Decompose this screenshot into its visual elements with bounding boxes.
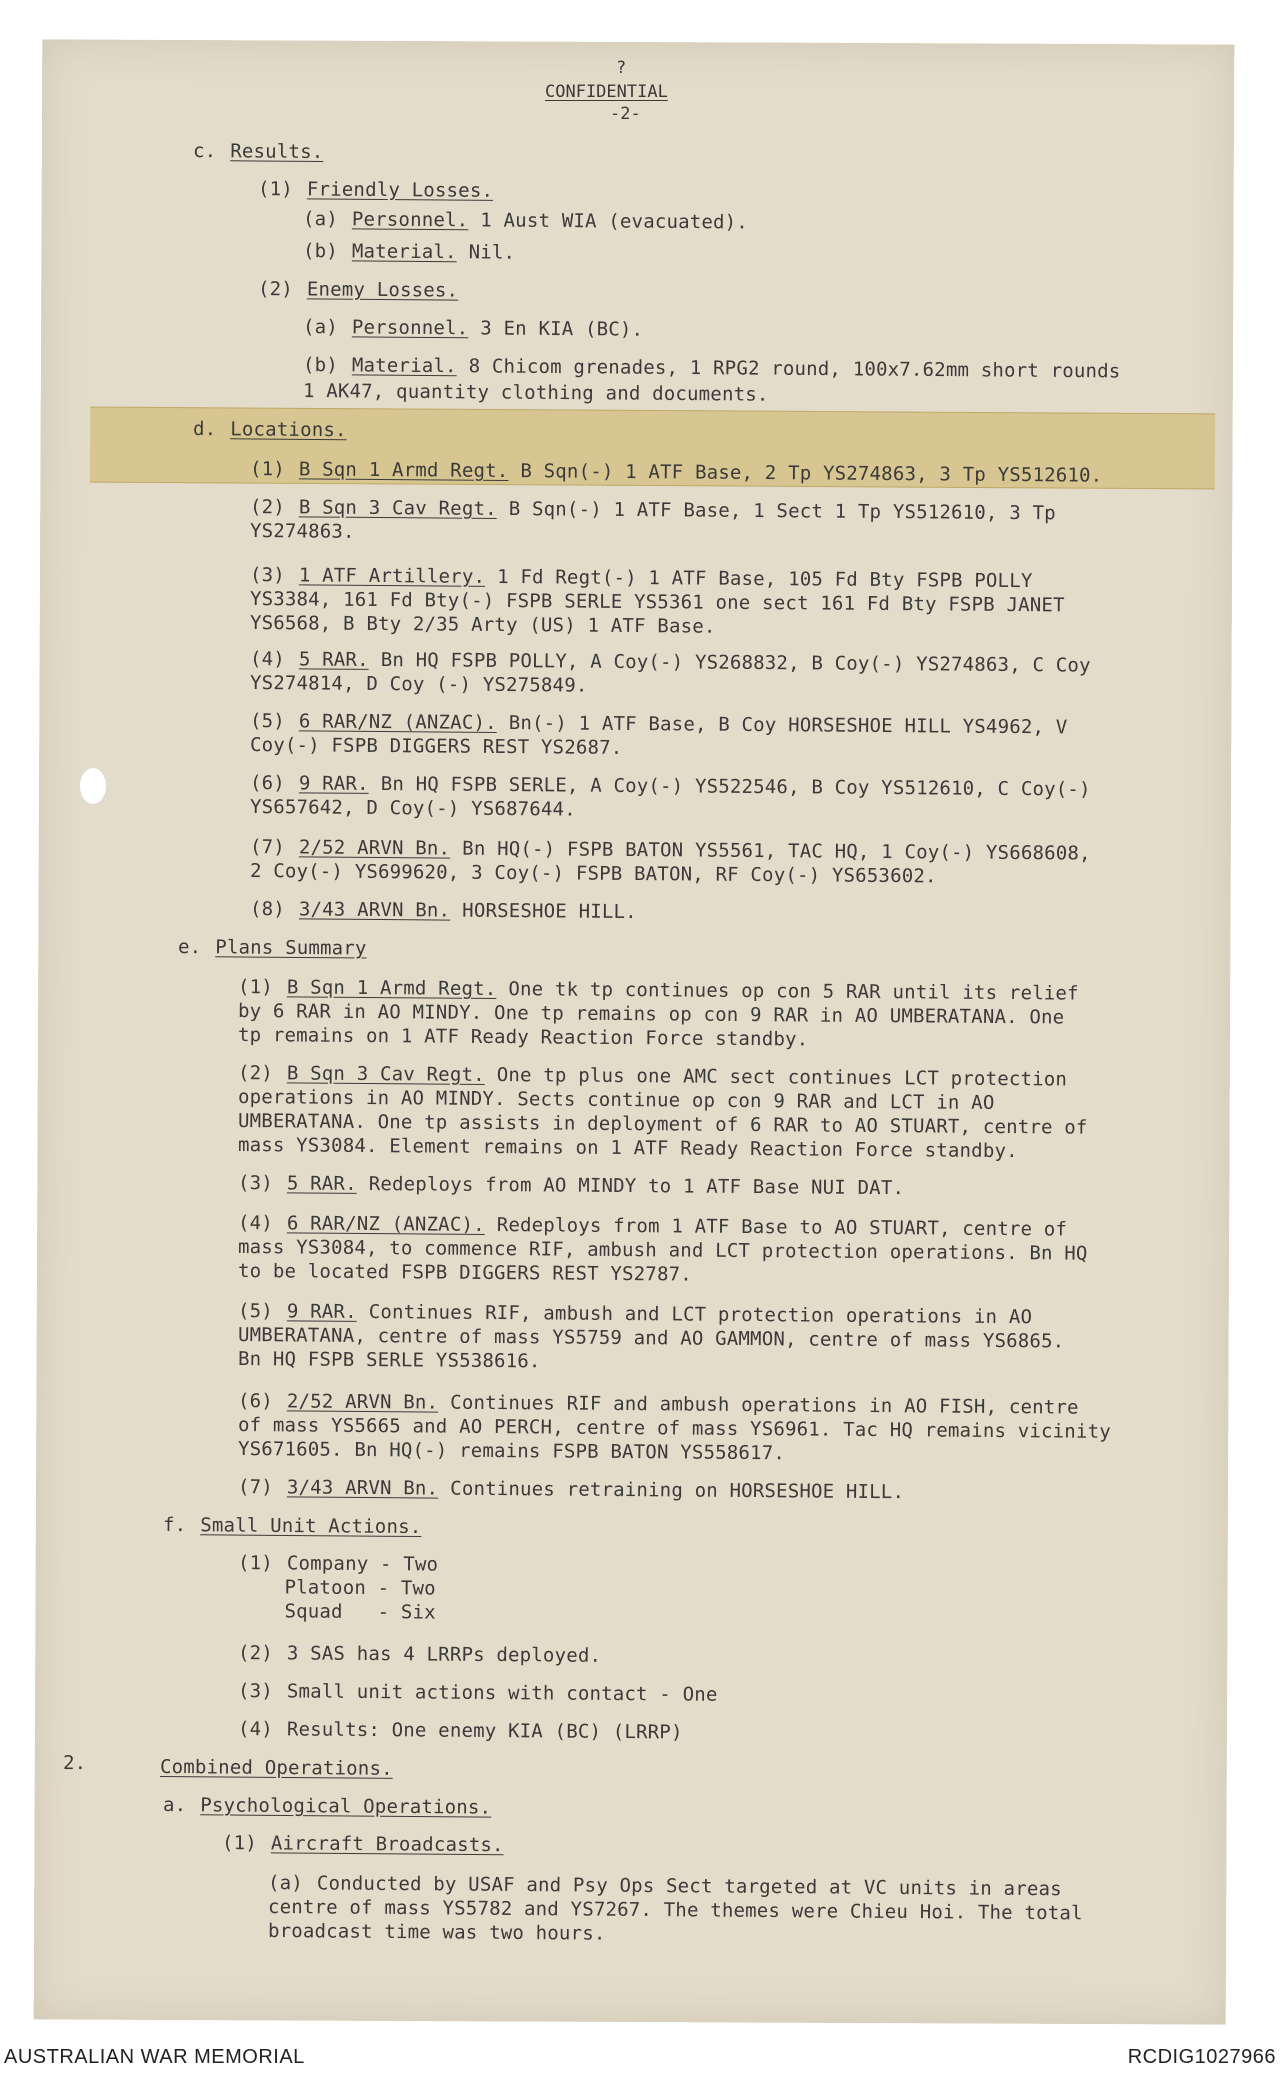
para-text: Bn HQ(-) FSPB BATON YS5561, TAC HQ, 1 Coy(-) YS668608,: [462, 837, 1091, 865]
para-heading: 3/43 ARVN Bn.: [286, 1476, 439, 1500]
para-text: 8 Chicom grenades, 1 RPG2 round, 100x7.62mm short rounds: [468, 355, 1121, 383]
para-heading: Locations.: [230, 418, 347, 442]
text-line: [250, 796, 576, 821]
para-heading: Personnel.: [351, 316, 469, 340]
para-number: (5): [237, 1300, 274, 1323]
text-line: [238, 1718, 683, 1743]
para-number: (1): [257, 178, 294, 201]
text-line: [250, 672, 588, 697]
para-text: YS6568, B Bty 2/35 Arty (US) 1 ATF Base.: [249, 612, 716, 638]
para-number: (7): [237, 1476, 274, 1499]
header-mark: ?: [616, 58, 627, 78]
para-text: B Sqn(-) 1 ATF Base, 1 Sect 1 Tp YS512610, 3 Tp: [508, 498, 1056, 525]
para-heading: Aircraft Broadcasts.: [270, 1832, 504, 1857]
para-text: Redeploys from AO MINDY to 1 ATF Base NUI DAT.: [368, 1173, 905, 1200]
para-number: (3): [237, 1680, 274, 1703]
para-heading: 1 ATF Artillery.: [298, 564, 486, 588]
para-number: (a): [302, 316, 339, 339]
text-line: [258, 178, 505, 202]
text-line: [303, 240, 515, 264]
para-text: Results: One enemy KIA (BC) (LRRP): [286, 1718, 683, 1744]
para-text: YS3384, 161 Fd Bty(-) FSPB SERLE YS5361 one sect 161 Fd Bty FSPB JANET: [249, 588, 1065, 617]
text-line: [238, 1600, 436, 1624]
para-heading: 5 RAR.: [298, 648, 369, 671]
para-number: (1): [221, 1832, 258, 1855]
para-heading: Enemy Losses.: [306, 278, 459, 302]
para-text: of mass YS5665 and AO PERCH, centre of mass YS6961. Tac HQ remains vicinity: [237, 1414, 1111, 1443]
para-text: Squad - Six: [237, 1600, 436, 1624]
para-number: e.: [177, 936, 202, 959]
para-number: (1): [237, 976, 274, 999]
para-heading: B Sqn 1 Armd Regt.: [298, 458, 509, 483]
text-line: [268, 1920, 606, 1945]
text-line: [160, 1756, 405, 1780]
footer-source: AUSTRALIAN WAR MEMORIAL: [4, 2046, 305, 2068]
para-text: 2 Coy(-) YS699620, 3 Coy(-) FSPB BATON, RF Coy(-) YS653602.: [249, 860, 937, 888]
para-number: (6): [249, 772, 286, 795]
para-number: (2): [237, 1062, 274, 1085]
text-line: [238, 1260, 692, 1286]
text-line: [250, 612, 716, 638]
para-text: HORSESHOE HILL.: [462, 899, 637, 924]
para-heading: Plans Summary: [215, 936, 367, 960]
text-line: [258, 278, 470, 302]
text-line: [193, 418, 359, 441]
para-text: 1 Fd Regt(-) 1 ATF Base, 105 Fd Bty FSPB POLLY: [497, 565, 1033, 593]
para-text: Bn HQ FSPB SERLE YS538616.: [237, 1348, 541, 1373]
para-heading: Material.: [351, 354, 457, 378]
text-line: [303, 316, 643, 341]
para-number: (2): [257, 278, 294, 301]
para-text: Continues RIF and ambush operations in AO FISH, centre: [450, 1391, 1079, 1419]
para-text: mass YS3084. Element remains on 1 ATF Ready Reaction Force standby.: [237, 1134, 1018, 1163]
para-text: UMBERATANA, centre of mass YS5759 and AO GAMMON, centre of mass YS6865.: [237, 1324, 1065, 1353]
para-number: a.: [162, 1794, 187, 1817]
para-heading: Friendly Losses.: [306, 178, 494, 202]
para-text: Conducted by USAF and Psy Ops Sect targeted at VC units in areas: [316, 1872, 1062, 1901]
para-heading: 6 RAR/NZ (ANZAC).: [286, 1212, 485, 1236]
para-text: One tp plus one AMC sect continues LCT protection: [496, 1064, 1068, 1091]
text-line: [303, 208, 748, 233]
para-number: f.: [162, 1514, 187, 1537]
para-number: (3): [237, 1172, 274, 1195]
text-line: [163, 1514, 434, 1538]
para-number: (b): [302, 240, 339, 263]
para-text: tp remains on 1 ATF Ready Reaction Force standby.: [237, 1024, 809, 1051]
para-text: UMBERATANA. One tp assists in deployment of 6 RAR to AO STUART, centre of: [237, 1110, 1088, 1139]
para-number: (a): [302, 208, 339, 231]
para-text: to be located FSPB DIGGERS REST YS2787.: [237, 1260, 692, 1286]
para-text: Small unit actions with contact - One: [286, 1680, 718, 1706]
para-number: (4): [237, 1212, 274, 1235]
para-heading: 2/52 ARVN Bn.: [298, 836, 451, 860]
text-line: [163, 1794, 503, 1819]
para-text: operations in AO MINDY. Sects continue op con 9 RAR and LCT in AO: [237, 1086, 995, 1114]
para-heading: Psychological Operations.: [200, 1794, 492, 1819]
para-number: (2): [249, 496, 286, 519]
para-number: (5): [249, 710, 286, 733]
para-text: Continues retraining on HORSESHOE HILL.: [450, 1477, 905, 1504]
para-text: Coy(-) FSPB DIGGERS REST YS2687.: [249, 734, 623, 759]
para-text: Platoon - Two: [237, 1576, 436, 1600]
para-heading: B Sqn 1 Armd Regt.: [286, 976, 497, 1001]
text-line: [238, 1680, 718, 1706]
para-text: YS671605. Bn HQ(-) remains FSPB BATON YS558617.: [237, 1438, 786, 1465]
para-text: Bn HQ FSPB SERLE, A Coy(-) YS522546, B Coy YS512610, C Coy(-): [380, 773, 1091, 801]
para-heading: 3/43 ARVN Bn.: [298, 898, 451, 922]
para-number: (6): [237, 1390, 274, 1413]
para-number: (2): [237, 1642, 274, 1665]
para-number: (3): [249, 564, 286, 587]
para-text: Bn(-) 1 ATF Base, B Coy HORSESHOE HILL YS4962, V: [508, 712, 1068, 739]
text-line: [238, 1576, 436, 1600]
text-line: [238, 1642, 601, 1667]
para-heading: Material.: [351, 240, 457, 264]
para-heading: Combined Operations.: [159, 1756, 393, 1780]
text-line: [238, 1024, 808, 1050]
para-text: YS274814, D Coy (-) YS275849.: [249, 672, 588, 697]
text-line: [250, 898, 637, 923]
para-text: by 6 RAR in AO MINDY. One tp remains op con 9 RAR in AO UMBERATANA. One: [237, 1000, 1065, 1029]
page-number: -2-: [610, 104, 641, 124]
classification-label: CONFIDENTIAL: [545, 82, 668, 102]
text-line: [250, 520, 355, 543]
para-text: 1 Aust WIA (evacuated).: [480, 209, 749, 234]
text-line: [222, 1832, 516, 1856]
para-number: (1): [237, 1552, 274, 1575]
para-heading: Small Unit Actions.: [200, 1514, 422, 1539]
para-heading: Personnel.: [351, 208, 469, 232]
para-text: YS274863.: [249, 520, 355, 543]
para-number: (4): [237, 1718, 274, 1741]
para-number: (7): [249, 836, 286, 859]
text-line: [178, 936, 379, 960]
para-heading: 9 RAR.: [286, 1300, 357, 1323]
para-text: YS657642, D Coy(-) YS687644.: [249, 796, 576, 821]
para-text: centre of mass YS5782 and YS7267. The themes were Chieu Hoi. The total: [267, 1896, 1083, 1925]
text-line: [63, 1752, 100, 1774]
para-number: (4): [249, 648, 286, 671]
para-number: 2.: [62, 1752, 87, 1775]
para-text: mass YS3084, to commence RIF, ambush and LCT protection operations. Bn HQ: [237, 1236, 1088, 1265]
para-text: B Sqn(-) 1 ATF Base, 2 Tp YS274863, 3 Tp YS512610.: [520, 460, 1103, 487]
para-heading: 2/52 ARVN Bn.: [286, 1390, 439, 1414]
text-line: [238, 1438, 785, 1464]
para-heading: 9 RAR.: [298, 772, 369, 795]
para-number: c.: [192, 140, 217, 163]
para-number: (8): [249, 898, 286, 921]
para-text: 3 SAS has 4 LRRPs deployed.: [286, 1642, 602, 1667]
footer-reference: RCDIG1027966: [1127, 2046, 1276, 2068]
para-heading: B Sqn 3 Cav Regt.: [286, 1062, 485, 1086]
para-number: (a): [267, 1872, 304, 1895]
para-text: Company - Two: [286, 1552, 439, 1576]
para-text: Continues RIF, ambush and LCT protection operations in AO: [368, 1301, 1033, 1329]
para-heading: Results.: [230, 140, 324, 164]
para-text: Nil.: [468, 241, 516, 264]
text-line: [250, 734, 623, 759]
para-heading: 5 RAR.: [286, 1172, 357, 1195]
punch-hole: [80, 768, 106, 804]
text-line: [238, 1348, 541, 1372]
text-line: [303, 380, 769, 406]
text-line: [238, 1552, 438, 1576]
text-line: [193, 140, 336, 163]
para-text: 1 AK47, quantity clothing and documents.: [302, 380, 769, 406]
para-number: (1): [249, 458, 286, 481]
para-heading: B Sqn 3 Cav Regt.: [298, 496, 497, 520]
para-text: One tk tp continues op con 5 RAR until its relief: [508, 978, 1079, 1005]
para-text: Redeploys from 1 ATF Base to AO STUART, centre of: [496, 1214, 1068, 1241]
para-text: 3 En KIA (BC).: [480, 317, 644, 341]
para-number: d.: [192, 418, 217, 441]
para-text: broadcast time was two hours.: [267, 1920, 606, 1945]
para-text: Bn HQ FSPB POLLY, A Coy(-) YS268832, B Coy(-) YS274863, C Coy: [380, 649, 1091, 677]
para-number: (b): [302, 354, 339, 377]
para-heading: 6 RAR/NZ (ANZAC).: [298, 710, 497, 734]
